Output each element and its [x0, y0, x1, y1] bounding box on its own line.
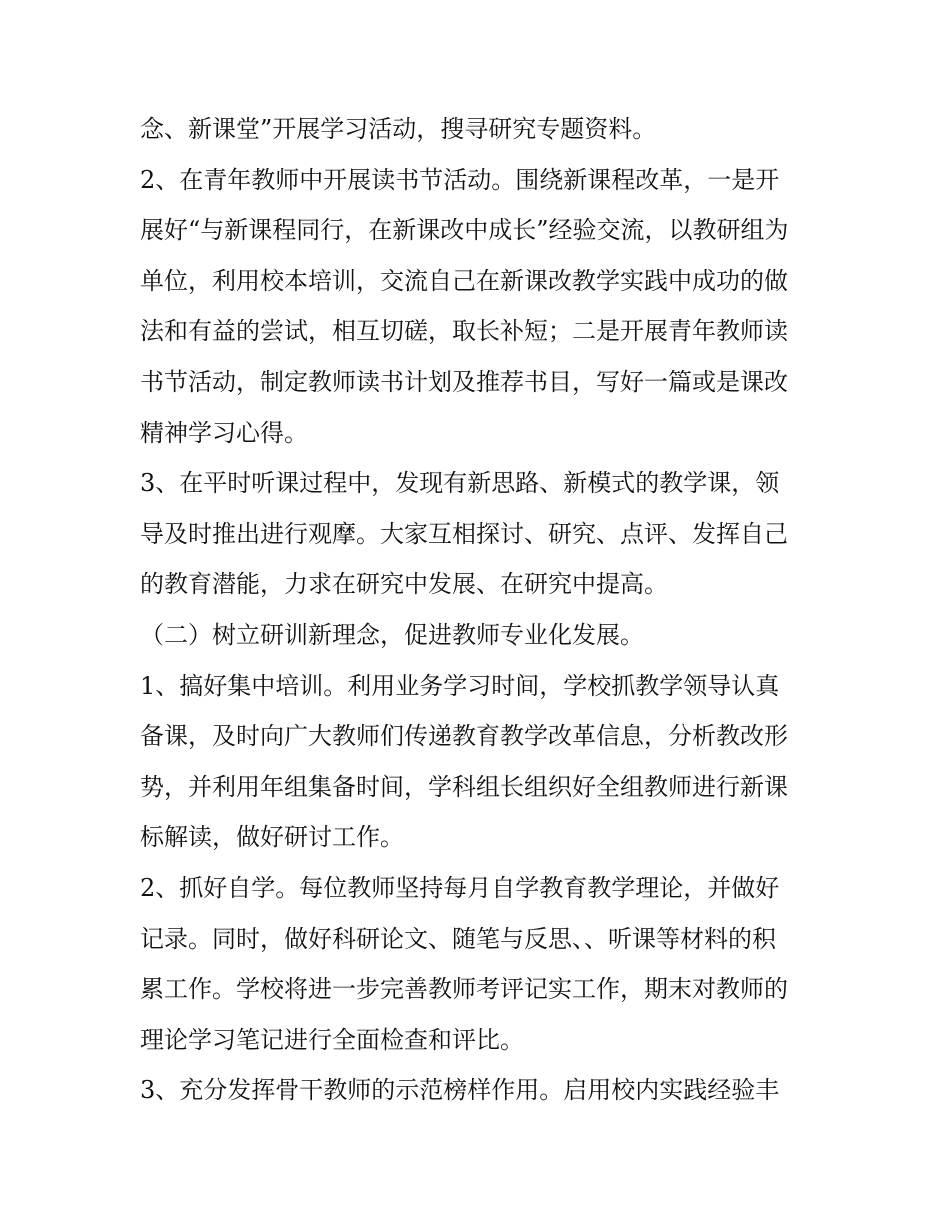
text-line: 书节活动，制定教师读书计划及推荐书目，写好一篇或是课改	[140, 367, 788, 396]
text-line: 展好“与新课程同行，在新课改中成长”经验交流，以教研组为	[140, 216, 789, 245]
text-line: 法和有益的尝试，相互切磋，取长补短；二是开展青年教师读	[140, 317, 788, 346]
text-line: 的教育潜能，力求在研究中发展、在研究中提高。	[140, 570, 668, 599]
text-line: 2、在青年教师中开展读书节活动。围绕新课程改革，一是开	[140, 165, 780, 194]
text-line: 精神学习心得。	[140, 418, 308, 447]
text-line: 念、新课堂”开展学习活动，搜寻研究专题资料。	[140, 115, 657, 143]
text-line: （二）树立研训新理念，促进教师专业化发展。	[140, 620, 644, 649]
text-line: 备课，及时向广大教师们传递教育教学改革信息，分析教改形	[140, 722, 788, 751]
text-line: 3、在平时听课过程中，发现有新思路、新模式的教学课，领	[140, 469, 780, 498]
text-line: 2、抓好自学。每位教师坚持每月自学教育教学理论，并做好	[140, 873, 780, 902]
text-line: 标解读，做好研讨工作。	[140, 823, 404, 852]
text-line: 累工作。学校将进一步完善教师考评记实工作，期末对教师的	[140, 975, 788, 1004]
text-line: 导及时推出进行观摩。大家互相探讨、研究、点评、发挥自己	[140, 519, 788, 548]
body-text	[140, 104, 820, 1116]
text-line: 3、充分发挥骨干教师的示范榜样作用。启用校内实践经验丰	[140, 1076, 780, 1105]
text-line: 1、搞好集中培训。利用业务学习时间，学校抓教学领导认真	[140, 671, 780, 700]
text-line: 记录。同时，做好科研论文、随笔与反思、、听课等材料的积	[140, 924, 776, 953]
text-line: 单位，利用校本培训，交流自己在新课改教学实践中成功的做	[140, 266, 788, 295]
text-line: 理论学习笔记进行全面检查和评比。	[140, 1025, 524, 1054]
text-line: 势，并利用年组集备时间，学科组长组织好全组教师进行新课	[140, 772, 788, 801]
